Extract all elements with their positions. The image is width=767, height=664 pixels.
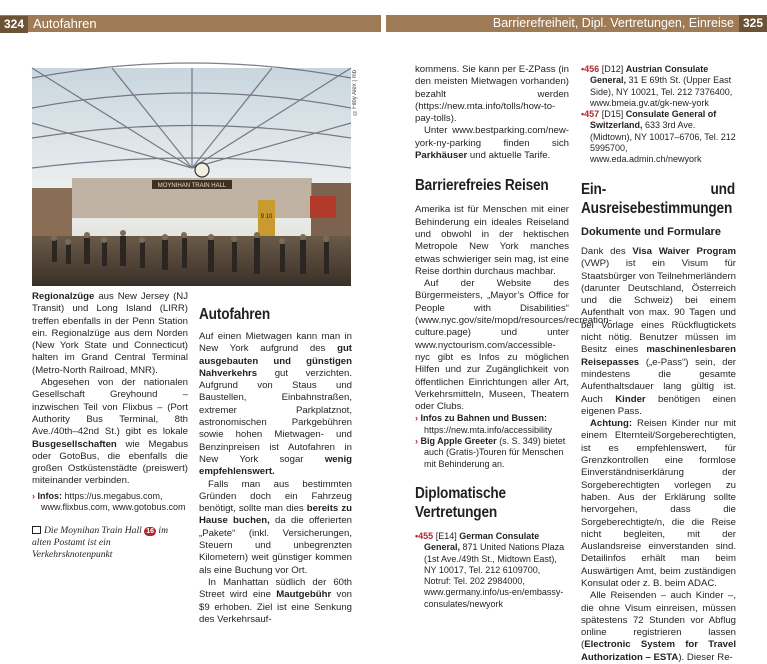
running-title-right: Barrierefreiheit, Dipl. Vertretungen, Einreise <box>492 16 734 30</box>
text: da die offerierten „Pakete“ (inkl. Versicherungen, Steuern und unbegrenzten Kilometern) weit günstiger kommen als eine Buchung vor Ort. <box>199 515 352 576</box>
arrow-right-icon: › <box>32 490 38 501</box>
text: Unter www.bestparking.com/new-york-ny-parking finden sich <box>415 125 569 149</box>
map-ref: [E14] <box>433 530 460 541</box>
address-entry <box>581 64 736 109</box>
text-bold: bereits zu Hause buchen, <box>199 503 352 527</box>
info-line <box>32 491 188 514</box>
info-links: https://new.mta.info/accessibility <box>424 424 553 435</box>
arrow-right-icon: › <box>415 436 421 447</box>
bullet-icon: • <box>415 530 419 541</box>
text: Abgesehen von der nationalen Gesellschaft Greyhound – inzwischen Teil von Flixbus – (Port Authority Bus Terminal, 8th Ave./40th–42nd St.) gibt es lokale <box>32 377 188 438</box>
text: Falls man aus bestimmten Gründen doch ein Fahrzeug benötigt, sollte man dies <box>199 478 352 515</box>
entry-details: 633 3rd Ave. (Midtown), NY 10017–6706, Tel. 212 5995700, www.eda.admin.ch/newyork <box>590 120 736 165</box>
text-bold: Busgesellschaften <box>32 438 117 450</box>
text-bold: Mautgebühr <box>276 589 332 601</box>
text: Dank des <box>581 245 633 257</box>
bullet-icon: • <box>581 64 585 74</box>
text-bold: Achtung: <box>590 418 633 430</box>
location-badge: 16 <box>146 528 155 535</box>
entry-number: 455 <box>418 530 434 541</box>
section-heading: Ein- und Ausreisebestimmungen <box>581 180 735 217</box>
entry-number: 457 <box>584 109 600 120</box>
map-ref: [D15] <box>599 109 626 120</box>
info-line <box>415 413 569 436</box>
text-bold: maschinenlesbaren Reisepasses <box>581 344 736 368</box>
info-line <box>415 436 569 470</box>
page-header-left <box>0 15 381 32</box>
train-hall-photo <box>32 68 351 286</box>
text: aus New Jersey (NJ Transit) und Long Island (LIRR) treffen ebenfalls in der Penn Station ein. Regionalzüge aus dem Norden (New York State und Connecticut) halten im Grand Central Terminal (Metro-North Railroad, MNR). <box>32 291 188 376</box>
info-label: Big Apple Greeter <box>420 436 497 447</box>
text: Reisen Kinder nur mit einem Elternteil/Sorgeberechtigten, ist es empfehlenswert, für Grenzkontrollen eine formlose Einverständniserklärung der Sorgeberechtigten vorlegen zu haben. Aus der Erklärung sollte hervorgehen, dass die Sorgeberechtigte/n, die die Reise nicht begleiten, mit der Auslandsreise einverstanden sind. Detailinfos erhält man beim Auswärtigen Amt, beim zuständigen Konsulat oder z. B. beim ADAC. <box>581 418 736 589</box>
text: kommens. Sie kann per E-ZPass (in den meisten Mietwagen vorhanden) bezahlt werden (https://new.mta.info/tolls/how-to-pay-tolls). <box>415 64 569 125</box>
text: Auf der Website des Bürgermeisters, „Mayor’s Office for People with Disabilities“ (www.nyc.gov/site/mopd/resources/recreation-culture.page) und unter www.nyctourism.com/accessible-nyc gibt es Infos zu möglichen Hilfen und zur Zugänglichkeit von öffentlichen Einrichtungen aller Art, Verkehrsmitteln, Museen, Theatern oder Clubs. <box>415 278 612 413</box>
text: und aktuelle Tarife. <box>467 150 551 162</box>
section-heading: Autofahren <box>199 306 270 323</box>
info-links: https://us.megabus.com, www.flixbus.com, www.gotobus.com <box>41 490 186 513</box>
page-number-right: 325 <box>739 15 767 32</box>
entry-number: 456 <box>584 64 600 74</box>
text-bold: wenig empfehlenswert. <box>199 453 352 478</box>
text: (VWP) ist ein Visum für Staatsbürger von Teilnehmerländern (darunter Deutschland, Österreich und die Schweiz) bei einem Aufenthalt von max. 90 Tagen und bei Vorlage eines Rückflugtickets nicht nötig. Benutzer müssen im Besitz eines <box>581 258 736 356</box>
column-left-2 <box>199 305 352 626</box>
entry-details: 31 E 69th St. (Upper East Side), NY 10021, Tel. 212 7376400, www.bmeia.gv.at/gk-new-york <box>590 75 733 108</box>
track-number: 9 10 <box>260 214 273 220</box>
sign-text: MOYNIHAN TRAIN HALL <box>157 183 227 189</box>
caption-text: Die Moynihan Train Hall <box>44 525 142 536</box>
entry-details: 871 United Nations Plaza (1st Ave./49th St., Midtown East), NY 10017, Tel. 212 6109700, Notruf: Tel. 202 2984000, www.germany.info/us-en/embassy-consulates/newyork <box>424 542 565 609</box>
subheading: Dokumente und Formulare <box>581 225 721 238</box>
text: ). Dieser Re- <box>678 651 733 663</box>
photo-credit: ©Filby Alex | mb <box>352 70 358 115</box>
section-heading: Barrierefreies Reisen <box>415 177 549 195</box>
info-text: (s. S. 349) bietet auch (Gratis-)Touren für Menschen mit Behinderung an. <box>424 436 566 469</box>
section-heading: Diplomatische Vertretungen <box>415 484 506 521</box>
text: wie Megabus oder GotoBus, die ebenfalls die großen Ostküstenstädte (preiswert) miteinander verbinden. <box>32 438 188 487</box>
text: benötigen einen eigenen Pass. <box>581 393 736 417</box>
text-bold: Parkhäuser <box>415 150 468 162</box>
text: Alle Reisenden – auch Kinder –, die ohne Visum einreisen, müssen spätestens 72 Stunden vor Abflug online registrieren lassen ( <box>581 590 736 651</box>
page-number-left: 324 <box>0 16 28 33</box>
photo-icon <box>32 526 41 534</box>
caption-text: im alten Postamt ist ein Verkehrsknotenpunkt <box>32 525 169 560</box>
text-bold: Regionalzüge <box>32 291 95 302</box>
column-left-1 <box>32 291 188 513</box>
text: In Manhattan südlich der 60th Street wird eine <box>199 576 352 601</box>
info-label: Infos zu Bahnen und Bussen: <box>420 413 548 424</box>
text-bold: Kinder <box>615 393 646 405</box>
bullet-icon: • <box>581 109 585 120</box>
text: Auf einen Mietwagen kann man in New York aufgrund des <box>199 331 352 355</box>
text-bold: gut ausgebauten und günstigen Nahverkehrs <box>199 343 352 379</box>
running-title-left: Autofahren <box>33 16 97 31</box>
text: gut verzichten. Aufgrund von Staus und Baustellen, Einbahnstraßen, extremer Parkplatznot, astronomischen Parkgebühren sowie hohen Mietwagen- und Benzinpreisen ist Autofahren in New York sogar <box>199 367 352 465</box>
column-right-2 <box>581 64 736 664</box>
info-label: Infos: <box>37 490 62 501</box>
text: („e-Pass“) sein, der mindestens die gesamte Aufenthaltsdauer lang gültig ist. Auch <box>581 356 736 405</box>
entry-name: Austrian Consulate General, <box>590 64 709 86</box>
text-bold: Visa Waiver Program <box>632 245 736 257</box>
text: von $9 erhoben. Ziel ist eine Senkung des Verkehrsauf- <box>199 589 352 625</box>
text: Amerika ist für Menschen mit einer Behinderung ein ideales Reiseland und obwohl in der hektischen Metropole New York manches etwas schwieriger sein mag, ist eine Reise dorthin durchaus machbar. <box>415 204 569 277</box>
entry-name: Consulate General of Switzerland, <box>590 109 717 131</box>
page-header-right <box>386 15 767 32</box>
text-bold: Electronic System for Travel Authorization – ESTA <box>581 639 736 663</box>
arrow-right-icon: › <box>415 413 421 424</box>
map-ref: [D12] <box>599 64 626 74</box>
photo-caption <box>32 525 187 561</box>
entry-name: German Consulate General, <box>424 530 540 553</box>
address-entry <box>415 531 569 610</box>
address-entry <box>581 109 736 165</box>
